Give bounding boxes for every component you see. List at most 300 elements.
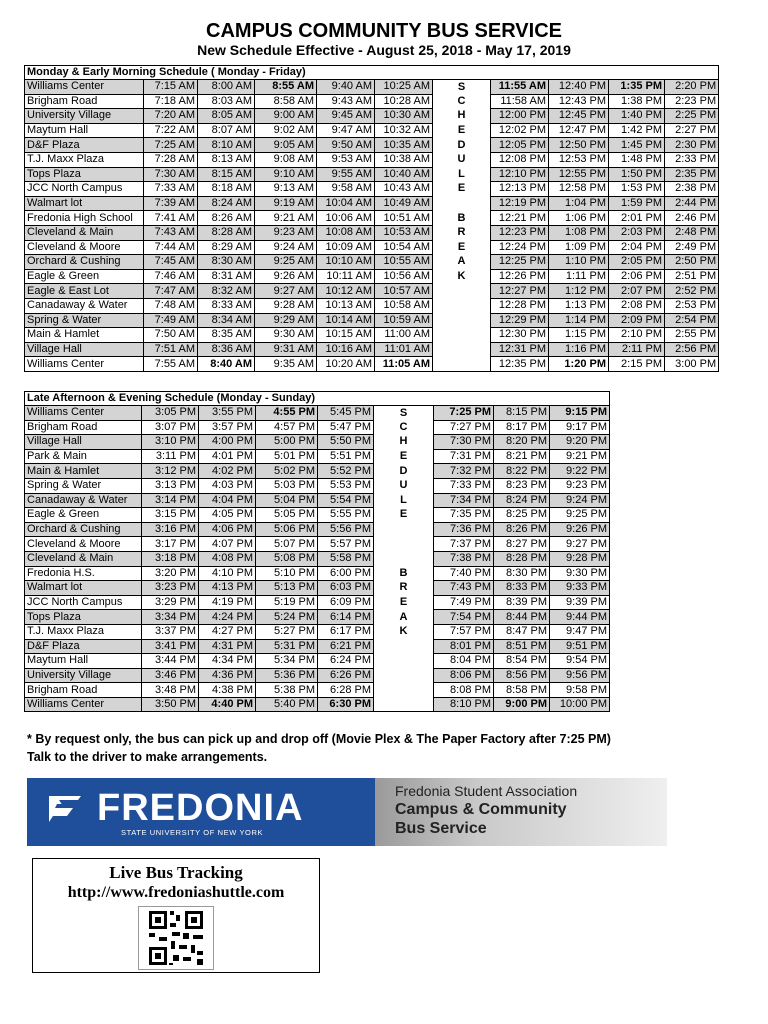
departure-time: 8:00 AM (198, 80, 255, 95)
departure-time: 5:04 PM (256, 493, 318, 508)
departure-time: 2:54 PM (665, 313, 719, 328)
departure-time: 9:23 PM (550, 478, 610, 493)
departure-time: 12:23 PM (491, 225, 549, 240)
departure-time: 1:59 PM (609, 196, 665, 211)
departure-time: 1:15 PM (549, 328, 609, 343)
departure-time: 6:30 PM (318, 697, 374, 712)
departure-time: 3:14 PM (142, 493, 199, 508)
banner-wordmark: FREDONIA (97, 787, 304, 829)
departure-time: 8:01 PM (434, 639, 494, 654)
schedule-break-letter (374, 551, 434, 566)
departure-time: 7:51 AM (144, 342, 198, 357)
departure-time: 5:53 PM (318, 478, 374, 493)
stop-name: Williams Center (25, 697, 142, 712)
departure-time: 8:04 PM (434, 654, 494, 669)
departure-time: 1:42 PM (609, 123, 665, 138)
departure-time: 7:30 AM (144, 167, 198, 182)
stop-name: Tops Plaza (25, 167, 144, 182)
departure-time: 12:24 PM (491, 240, 549, 255)
departure-time: 12:50 PM (549, 138, 609, 153)
departure-time: 10:38 AM (375, 152, 433, 167)
departure-time: 7:47 AM (144, 284, 198, 299)
departure-time: 2:06 PM (609, 269, 665, 284)
departure-time: 7:15 AM (144, 80, 198, 95)
stop-name: Cleveland & Main (25, 225, 144, 240)
departure-time: 8:47 PM (494, 624, 550, 639)
departure-time: 8:55 AM (255, 80, 317, 95)
departure-time: 2:53 PM (665, 298, 719, 313)
departure-time: 7:20 AM (144, 109, 198, 124)
departure-time: 9:00 AM (255, 109, 317, 124)
departure-time: 9:47 PM (550, 624, 610, 639)
table-row (25, 449, 610, 464)
table-row (25, 478, 610, 493)
fredonia-banner (27, 778, 667, 846)
tracking-url-link[interactable]: http://www.fredoniashuttle.com (67, 884, 285, 901)
departure-time: 12:35 PM (491, 357, 549, 372)
departure-time: 3:23 PM (142, 581, 199, 596)
departure-time: 11:58 AM (491, 94, 549, 109)
departure-time: 5:36 PM (256, 668, 318, 683)
departure-time: 1:08 PM (549, 225, 609, 240)
departure-time: 9:31 AM (255, 342, 317, 357)
departure-time: 9:24 AM (255, 240, 317, 255)
departure-time: 10:16 AM (317, 342, 375, 357)
departure-time: 4:19 PM (199, 595, 256, 610)
departure-time: 8:13 AM (198, 152, 255, 167)
departure-time: 1:14 PM (549, 313, 609, 328)
departure-time: 5:50 PM (318, 435, 374, 450)
departure-time: 8:56 PM (494, 668, 550, 683)
departure-time: 9:00 PM (494, 697, 550, 712)
departure-time: 7:35 PM (434, 508, 494, 523)
schedule-break-letter (374, 668, 434, 683)
departure-time: 5:01 PM (256, 449, 318, 464)
departure-time: 2:11 PM (609, 342, 665, 357)
departure-time: 5:57 PM (318, 537, 374, 552)
departure-time: 7:37 PM (434, 537, 494, 552)
banner-service-line1: Campus & Community (395, 801, 567, 818)
departure-time: 12:58 PM (549, 182, 609, 197)
table-row (25, 551, 610, 566)
departure-time: 9:54 PM (550, 654, 610, 669)
departure-time: 11:05 AM (375, 357, 433, 372)
departure-time: 4:36 PM (199, 668, 256, 683)
departure-time: 9:53 AM (317, 152, 375, 167)
departure-time: 2:52 PM (665, 284, 719, 299)
departure-time: 8:03 AM (198, 94, 255, 109)
stop-name: D&F Plaza (25, 639, 142, 654)
table-row (25, 342, 719, 357)
departure-time: 2:44 PM (665, 196, 719, 211)
departure-time: 2:33 PM (665, 152, 719, 167)
departure-time: 7:41 AM (144, 211, 198, 226)
departure-time: 8:10 PM (434, 697, 494, 712)
schedule-break-letter: B (433, 211, 491, 226)
departure-time: 7:25 AM (144, 138, 198, 153)
departure-time: 8:07 AM (198, 123, 255, 138)
stop-name: Canadaway & Water (25, 493, 142, 508)
departure-time: 1:50 PM (609, 167, 665, 182)
departure-time: 9:47 AM (317, 123, 375, 138)
schedule-break-letter: C (433, 94, 491, 109)
table-row (25, 80, 719, 95)
departure-time: 6:17 PM (318, 624, 374, 639)
stop-name: Eagle & East Lot (25, 284, 144, 299)
stop-name: University Village (25, 668, 142, 683)
departure-time: 7:43 PM (434, 581, 494, 596)
departure-time: 10:54 AM (375, 240, 433, 255)
departure-time: 4:34 PM (199, 654, 256, 669)
departure-time: 10:09 AM (317, 240, 375, 255)
table-row (25, 639, 610, 654)
live-tracking-box (32, 858, 320, 973)
table-row (25, 668, 610, 683)
departure-time: 7:18 AM (144, 94, 198, 109)
departure-time: 3:34 PM (142, 610, 199, 625)
departure-time: 5:40 PM (256, 697, 318, 712)
departure-time: 12:47 PM (549, 123, 609, 138)
departure-time: 5:27 PM (256, 624, 318, 639)
stop-name: Orchard & Cushing (25, 255, 144, 270)
departure-time: 5:08 PM (256, 551, 318, 566)
departure-time: 4:40 PM (199, 697, 256, 712)
stop-name: Canadaway & Water (25, 298, 144, 313)
departure-time: 8:29 AM (198, 240, 255, 255)
schedule-break-letter: H (374, 435, 434, 450)
departure-time: 4:04 PM (199, 493, 256, 508)
departure-time: 5:03 PM (256, 478, 318, 493)
stop-name: T.J. Maxx Plaza (25, 152, 144, 167)
schedule-break-letter: H (433, 109, 491, 124)
departure-time: 9:58 AM (317, 182, 375, 197)
stop-name: Maytum Hall (25, 123, 144, 138)
schedule-break-letter: K (433, 269, 491, 284)
schedule-break-letter: E (374, 595, 434, 610)
stop-name: Spring & Water (25, 313, 144, 328)
stop-name: Main & Hamlet (25, 328, 144, 343)
schedule-break-letter: B (374, 566, 434, 581)
departure-time: 10:10 AM (317, 255, 375, 270)
departure-time: 9:58 PM (550, 683, 610, 698)
departure-time: 8:33 AM (198, 298, 255, 313)
departure-time: 5:54 PM (318, 493, 374, 508)
departure-time: 5:58 PM (318, 551, 374, 566)
departure-time: 1:38 PM (609, 94, 665, 109)
stop-name: Cleveland & Moore (25, 240, 144, 255)
stop-name: Williams Center (25, 357, 144, 372)
departure-time: 9:30 AM (255, 328, 317, 343)
departure-time: 1:12 PM (549, 284, 609, 299)
departure-time: 2:48 PM (665, 225, 719, 240)
evening-schedule-table (24, 391, 610, 712)
departure-time: 10:59 AM (375, 313, 433, 328)
departure-time: 4:10 PM (199, 566, 256, 581)
departure-time: 12:29 PM (491, 313, 549, 328)
departure-time: 3:16 PM (142, 522, 199, 537)
departure-time: 11:01 AM (375, 342, 433, 357)
schedule-break-letter: R (433, 225, 491, 240)
morning-schedule-table (24, 65, 719, 372)
departure-time: 2:38 PM (665, 182, 719, 197)
departure-time: 9:43 AM (317, 94, 375, 109)
schedule-break-letter (433, 328, 491, 343)
stop-name: Park & Main (25, 449, 142, 464)
departure-time: 5:45 PM (318, 406, 374, 421)
schedule-break-letter: U (433, 152, 491, 167)
stop-name: Cleveland & Moore (25, 537, 142, 552)
table-row (25, 508, 610, 523)
table-row (25, 255, 719, 270)
departure-time: 3:15 PM (142, 508, 199, 523)
schedule-break-letter (374, 522, 434, 537)
departure-time: 7:43 AM (144, 225, 198, 240)
departure-time: 8:28 AM (198, 225, 255, 240)
departure-time: 12:40 PM (549, 80, 609, 95)
departure-time: 12:26 PM (491, 269, 549, 284)
schedule-break-letter (433, 357, 491, 372)
departure-time: 3:46 PM (142, 668, 199, 683)
departure-time: 12:55 PM (549, 167, 609, 182)
departure-time: 2:25 PM (665, 109, 719, 124)
schedule-break-letter: E (374, 508, 434, 523)
departure-time: 10:15 AM (317, 328, 375, 343)
departure-time: 5:02 PM (256, 464, 318, 479)
departure-time: 9:20 PM (550, 435, 610, 450)
schedule-break-letter (433, 342, 491, 357)
departure-time: 4:24 PM (199, 610, 256, 625)
departure-time: 4:05 PM (199, 508, 256, 523)
departure-time: 8:30 PM (494, 566, 550, 581)
departure-time: 4:03 PM (199, 478, 256, 493)
table-row (25, 182, 719, 197)
departure-time: 4:57 PM (256, 420, 318, 435)
departure-time: 7:40 PM (434, 566, 494, 581)
departure-time: 3:00 PM (665, 357, 719, 372)
departure-time: 8:24 AM (198, 196, 255, 211)
table-row (25, 313, 719, 328)
departure-time: 8:51 PM (494, 639, 550, 654)
departure-time: 2:35 PM (665, 167, 719, 182)
departure-time: 8:17 PM (494, 420, 550, 435)
departure-time: 8:36 AM (198, 342, 255, 357)
departure-time: 5:47 PM (318, 420, 374, 435)
departure-time: 8:54 PM (494, 654, 550, 669)
table-row (25, 225, 719, 240)
departure-time: 12:19 PM (491, 196, 549, 211)
departure-time: 6:28 PM (318, 683, 374, 698)
departure-time: 7:49 AM (144, 313, 198, 328)
departure-time: 10:40 AM (375, 167, 433, 182)
departure-time: 7:31 PM (434, 449, 494, 464)
schedule-break-letter (433, 298, 491, 313)
departure-time: 4:02 PM (199, 464, 256, 479)
schedule-header-row (25, 66, 719, 80)
table-row (25, 581, 610, 596)
table-row (25, 152, 719, 167)
stop-name: Fredonia H.S. (25, 566, 142, 581)
departure-time: 10:28 AM (375, 94, 433, 109)
departure-time: 3:10 PM (142, 435, 199, 450)
departure-time: 8:20 PM (494, 435, 550, 450)
departure-time: 12:25 PM (491, 255, 549, 270)
departure-time: 7:50 AM (144, 328, 198, 343)
qr-code-icon[interactable] (138, 906, 214, 970)
departure-time: 7:49 PM (434, 595, 494, 610)
schedule-break-letter: D (433, 138, 491, 153)
departure-time: 5:56 PM (318, 522, 374, 537)
departure-time: 12:13 PM (491, 182, 549, 197)
departure-time: 9:28 PM (550, 551, 610, 566)
departure-time: 4:00 PM (199, 435, 256, 450)
table-row (25, 328, 719, 343)
departure-time: 1:11 PM (549, 269, 609, 284)
departure-time: 1:48 PM (609, 152, 665, 167)
departure-time: 2:09 PM (609, 313, 665, 328)
departure-time: 8:10 AM (198, 138, 255, 153)
departure-time: 5:31 PM (256, 639, 318, 654)
schedule-break-letter: D (374, 464, 434, 479)
departure-time: 5:05 PM (256, 508, 318, 523)
departure-time: 5:52 PM (318, 464, 374, 479)
tracking-title: Live Bus Tracking (109, 863, 243, 882)
departure-time: 8:27 PM (494, 537, 550, 552)
schedule-break-letter (374, 697, 434, 712)
departure-time: 3:41 PM (142, 639, 199, 654)
departure-time: 7:45 AM (144, 255, 198, 270)
departure-time: 8:30 AM (198, 255, 255, 270)
departure-time: 5:13 PM (256, 581, 318, 596)
departure-time: 11:00 AM (375, 328, 433, 343)
departure-time: 8:18 AM (198, 182, 255, 197)
departure-time: 9:22 PM (550, 464, 610, 479)
departure-time: 5:55 PM (318, 508, 374, 523)
departure-time: 5:10 PM (256, 566, 318, 581)
departure-time: 2:30 PM (665, 138, 719, 153)
table-row (25, 595, 610, 610)
departure-time: 12:53 PM (549, 152, 609, 167)
departure-time: 2:27 PM (665, 123, 719, 138)
departure-time: 10:56 AM (375, 269, 433, 284)
departure-time: 12:27 PM (491, 284, 549, 299)
departure-time: 3:12 PM (142, 464, 199, 479)
table-row (25, 464, 610, 479)
departure-time: 12:43 PM (549, 94, 609, 109)
schedule-break-letter: U (374, 478, 434, 493)
departure-time: 9:33 PM (550, 581, 610, 596)
departure-time: 12:02 PM (491, 123, 549, 138)
departure-time: 10:25 AM (375, 80, 433, 95)
departure-time: 9:29 AM (255, 313, 317, 328)
stop-name: University Village (25, 109, 144, 124)
departure-time: 3:13 PM (142, 478, 199, 493)
stop-name: Walmart lot (25, 581, 142, 596)
departure-time: 3:48 PM (142, 683, 199, 698)
table-row (25, 654, 610, 669)
departure-time: 10:32 AM (375, 123, 433, 138)
schedule-break-letter (374, 654, 434, 669)
departure-time: 1:13 PM (549, 298, 609, 313)
stop-name: Main & Hamlet (25, 464, 142, 479)
table-row (25, 537, 610, 552)
departure-time: 5:06 PM (256, 522, 318, 537)
table-row (25, 357, 719, 372)
table-row (25, 269, 719, 284)
departure-time: 8:21 PM (494, 449, 550, 464)
schedule-break-letter: E (433, 182, 491, 197)
departure-time: 6:21 PM (318, 639, 374, 654)
departure-time: 7:46 AM (144, 269, 198, 284)
schedule-header: Late Afternoon & Evening Schedule (Monday - Sunday) (25, 392, 610, 406)
request-note: * By request only, the bus can pick up and drop off (Movie Plex & The Paper Factory after 7:25 PM) (27, 732, 611, 746)
table-row (25, 109, 719, 124)
departure-time: 1:45 PM (609, 138, 665, 153)
departure-time: 3:07 PM (142, 420, 199, 435)
departure-time: 8:22 PM (494, 464, 550, 479)
schedule-break-letter (433, 284, 491, 299)
departure-time: 6:14 PM (318, 610, 374, 625)
table-row (25, 420, 610, 435)
departure-time: 8:44 PM (494, 610, 550, 625)
departure-time: 6:09 PM (318, 595, 374, 610)
banner-text-panel (375, 778, 667, 846)
departure-time: 5:24 PM (256, 610, 318, 625)
departure-time: 7:36 PM (434, 522, 494, 537)
schedule-effective-dates: New Schedule Effective - August 25, 2018 - May 17, 2019 (197, 42, 571, 58)
departure-time: 9:55 AM (317, 167, 375, 182)
stop-name: Orchard & Cushing (25, 522, 142, 537)
stop-name: Brigham Road (25, 94, 144, 109)
schedule-break-letter: S (374, 406, 434, 421)
departure-time: 12:00 PM (491, 109, 549, 124)
departure-time: 12:31 PM (491, 342, 549, 357)
departure-time: 5:38 PM (256, 683, 318, 698)
departure-time: 9:45 AM (317, 109, 375, 124)
departure-time: 8:26 PM (494, 522, 550, 537)
departure-time: 9:25 AM (255, 255, 317, 270)
departure-time: 7:44 AM (144, 240, 198, 255)
departure-time: 5:07 PM (256, 537, 318, 552)
departure-time: 5:51 PM (318, 449, 374, 464)
departure-time: 10:49 AM (375, 196, 433, 211)
schedule-break-letter: E (374, 449, 434, 464)
departure-time: 7:33 PM (434, 478, 494, 493)
departure-time: 9:21 AM (255, 211, 317, 226)
stop-name: Maytum Hall (25, 654, 142, 669)
departure-time: 5:34 PM (256, 654, 318, 669)
departure-time: 12:08 PM (491, 152, 549, 167)
banner-service-line2: Bus Service (395, 820, 487, 837)
departure-time: 12:45 PM (549, 109, 609, 124)
table-row (25, 284, 719, 299)
departure-time: 8:35 AM (198, 328, 255, 343)
stop-name: T.J. Maxx Plaza (25, 624, 142, 639)
stop-name: Cleveland & Main (25, 551, 142, 566)
departure-time: 10:13 AM (317, 298, 375, 313)
departure-time: 8:15 PM (494, 406, 550, 421)
departure-time: 2:56 PM (665, 342, 719, 357)
schedule-break-letter: K (374, 624, 434, 639)
departure-time: 2:15 PM (609, 357, 665, 372)
departure-time: 6:26 PM (318, 668, 374, 683)
table-row (25, 298, 719, 313)
departure-time: 8:31 AM (198, 269, 255, 284)
departure-time: 7:55 AM (144, 357, 198, 372)
departure-time: 8:15 AM (198, 167, 255, 182)
departure-time: 10:11 AM (317, 269, 375, 284)
departure-time: 9:56 PM (550, 668, 610, 683)
schedule-break-letter: E (433, 123, 491, 138)
